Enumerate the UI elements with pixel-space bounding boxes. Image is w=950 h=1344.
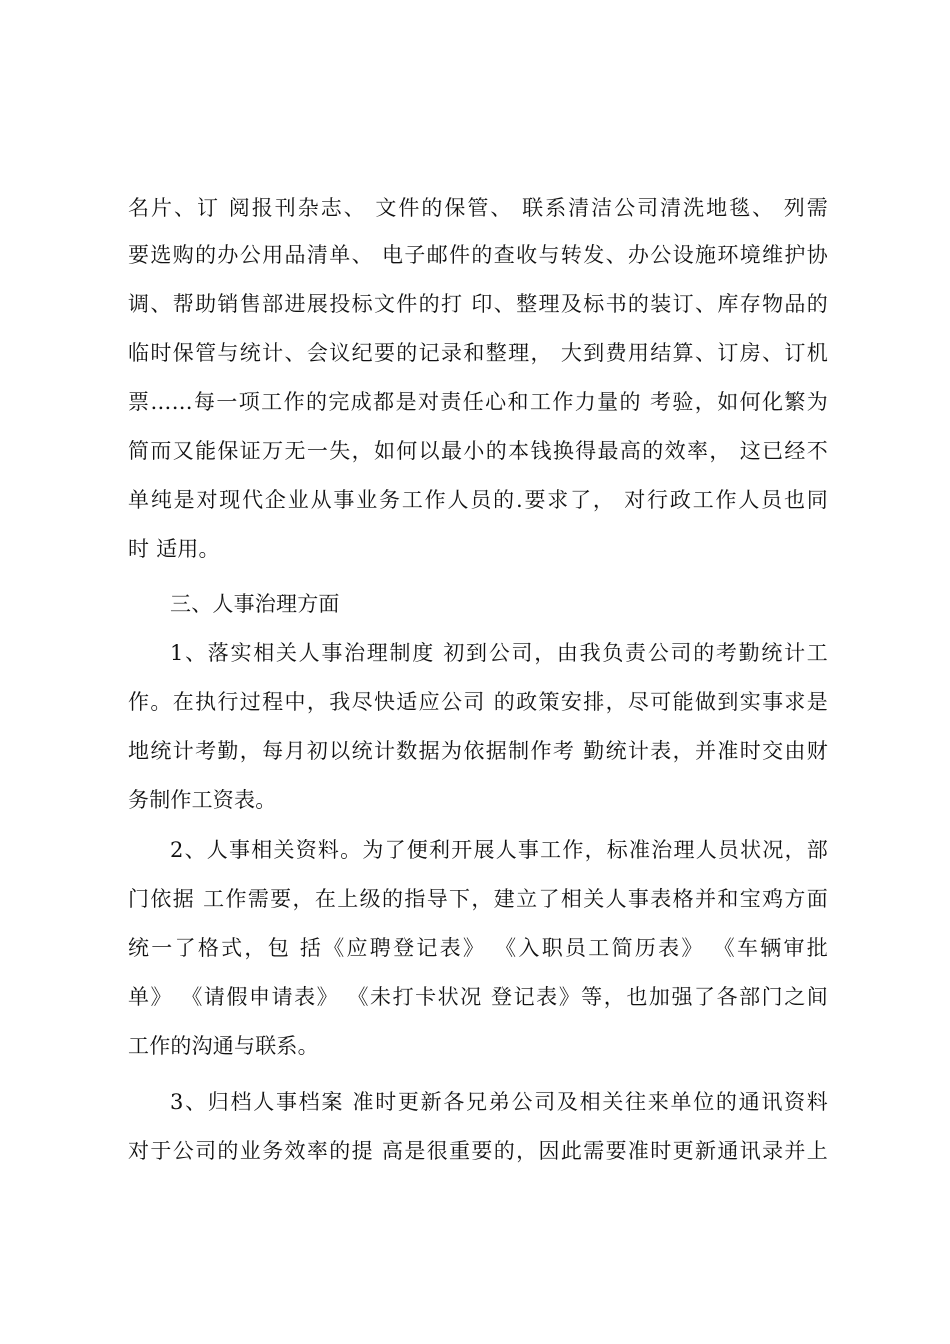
text-line: 名片、订 阅报刊杂志、 文件的保管、 联系清洁公司清洗地毯、 列需 — [128, 196, 828, 220]
text-line: 务制作工资表。 — [128, 788, 277, 812]
text-line: 调、帮助销售部进展投标文件的打 印、整理及标书的装订、库存物品的 — [128, 292, 828, 316]
text-line: 单纯是对现代企业从事业务工作人员的.要求了， 对行政工作人员也同 — [128, 488, 828, 512]
text-line: 时 适用。 — [128, 537, 220, 561]
text-line: 要选购的办公用品清单、 电子邮件的查收与转发、办公设施环境维护协 — [128, 243, 828, 267]
text-line: 临时保管与统计、会议纪要的记录和整理， 大到费用结算、订房、订机 — [128, 341, 828, 365]
text-line: 3、归档人事档案 准时更新各兄弟公司及相关往来单位的通讯资料 — [170, 1090, 828, 1114]
text-line: 作。在执行过程中，我尽快适应公司 的政策安排，尽可能做到实事求是 — [128, 690, 828, 714]
section-heading: 三、人事治理方面 — [170, 592, 340, 616]
text-line: 简而又能保证万无一失，如何以最小的本钱换得最高的效率， 这已经不 — [128, 439, 828, 463]
text-line: 单》 《请假申请表》 《未打卡状况 登记表》等，也加强了各部门之间 — [128, 985, 828, 1009]
text-line: 对于公司的业务效率的提 高是很重要的，因此需要准时更新通讯录并上 — [128, 1139, 828, 1163]
text-line: 地统计考勤，每月初以统计数据为依据制作考 勤统计表，并准时交由财 — [128, 739, 828, 763]
text-line: 票……每一项工作的完成都是对责任心和工作力量的 考验，如何化繁为 — [128, 390, 828, 414]
text-line: 工作的沟通与联系。 — [128, 1034, 319, 1058]
text-line: 门依据 工作需要，在上级的指导下，建立了相关人事表格并和宝鸡方面 — [128, 887, 828, 911]
text-line: 1、落实相关人事治理制度 初到公司，由我负责公司的考勤统计工 — [170, 641, 828, 665]
text-line: 统一了格式，包 括《应聘登记表》 《入职员工简历表》 《车辆审批 — [128, 936, 828, 960]
text-line: 2、人事相关资料。为了便利开展人事工作，标准治理人员状况，部 — [170, 838, 828, 862]
